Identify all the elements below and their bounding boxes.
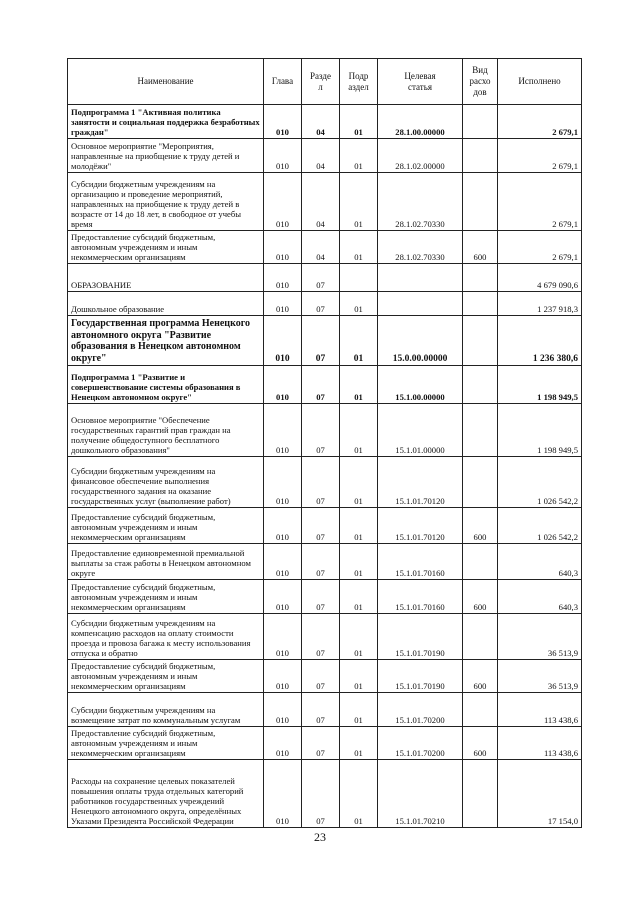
table-row — [68, 292, 582, 316]
row-type-cell: 600 — [463, 231, 498, 264]
header-section: Разде л — [302, 59, 340, 105]
row-target-cell: 28.1.00.00000 — [378, 105, 463, 139]
row-executed-cell: 1 236 380,6 — [498, 316, 582, 366]
row-chapter-cell: 010 — [264, 173, 302, 231]
header-name: Наименование — [68, 59, 264, 105]
row-section-cell: 07 — [302, 544, 340, 580]
row-target-cell: 28.1.02.00000 — [378, 139, 463, 173]
table-row — [68, 457, 582, 508]
row-subsection-cell: 01 — [340, 404, 378, 457]
row-section-cell: 04 — [302, 139, 340, 173]
row-name-cell: Предоставление субсидий бюджетным, автономным учреждениям и иным некоммерческим организациям — [68, 231, 264, 264]
row-type-cell — [463, 264, 498, 292]
row-type-cell — [463, 366, 498, 404]
row-type-cell: 600 — [463, 580, 498, 614]
row-target-cell: 15.1.01.70190 — [378, 614, 463, 660]
row-chapter-cell: 010 — [264, 316, 302, 366]
row-subsection-cell: 01 — [340, 660, 378, 693]
row-chapter-cell: 010 — [264, 264, 302, 292]
header-subsection: Подр аздел — [340, 59, 378, 105]
row-target-cell: 15.1.01.70200 — [378, 693, 463, 727]
row-subsection-cell: 01 — [340, 580, 378, 614]
row-section-cell: 07 — [302, 660, 340, 693]
row-section-cell: 07 — [302, 580, 340, 614]
table-row — [68, 105, 582, 139]
row-chapter-cell: 010 — [264, 404, 302, 457]
row-type-cell — [463, 760, 498, 828]
row-name-cell: Государственная программа Ненецкого автономного округа "Развитие образования в Ненецком автономном округе" — [68, 316, 264, 366]
row-subsection-cell: 01 — [340, 105, 378, 139]
row-chapter-cell: 010 — [264, 292, 302, 316]
row-chapter-cell: 010 — [264, 366, 302, 404]
row-subsection-cell: 01 — [340, 693, 378, 727]
row-target-cell: 15.1.01.70190 — [378, 660, 463, 693]
row-subsection-cell: 01 — [340, 614, 378, 660]
row-executed-cell: 640,3 — [498, 580, 582, 614]
row-name-cell: Основное мероприятие "Обеспечение государственных гарантий прав граждан на получение общедоступного бесплатного дошкольного образования" — [68, 404, 264, 457]
row-name-cell: Субсидии бюджетным учреждениям на возмещение затрат по коммунальным услугам — [68, 693, 264, 727]
row-type-cell — [463, 457, 498, 508]
header-type: Вид расхо дов — [463, 59, 498, 105]
row-section-cell: 04 — [302, 231, 340, 264]
row-executed-cell: 1 026 542,2 — [498, 508, 582, 544]
row-chapter-cell: 010 — [264, 139, 302, 173]
table-row — [68, 693, 582, 727]
row-executed-cell: 2 679,1 — [498, 173, 582, 231]
table-body — [68, 105, 582, 828]
row-executed-cell: 17 154,0 — [498, 760, 582, 828]
row-subsection-cell: 01 — [340, 544, 378, 580]
row-section-cell: 07 — [302, 457, 340, 508]
table-row — [68, 614, 582, 660]
row-section-cell: 07 — [302, 316, 340, 366]
row-type-cell — [463, 404, 498, 457]
table-row — [68, 580, 582, 614]
row-name-cell: Основное мероприятие "Мероприятия, направленные на приобщение к труду детей и молодёжи" — [68, 139, 264, 173]
row-section-cell: 07 — [302, 292, 340, 316]
row-subsection-cell: 01 — [340, 727, 378, 760]
row-name-cell: Субсидии бюджетным учреждениям на финансовое обеспечение выполнения государственного задания на оказание государственных услуг (выполнение работ) — [68, 457, 264, 508]
row-name-cell: Субсидии бюджетным учреждениям на компенсацию расходов на оплату стоимости проезда и провоза багажа к месту использования отпуска и обратно — [68, 614, 264, 660]
row-chapter-cell: 010 — [264, 614, 302, 660]
row-subsection-cell: 01 — [340, 760, 378, 828]
table-row — [68, 404, 582, 457]
row-executed-cell: 36 513,9 — [498, 660, 582, 693]
table-row — [68, 316, 582, 366]
row-type-cell — [463, 139, 498, 173]
table-row — [68, 264, 582, 292]
row-executed-cell: 4 679 090,6 — [498, 264, 582, 292]
table-row — [68, 231, 582, 264]
row-name-cell: Предоставление субсидий бюджетным, автономным учреждениям и иным некоммерческим организациям — [68, 727, 264, 760]
row-name-cell: Расходы на сохранение целевых показателей повышения оплаты труда отдельных категорий работников государственных учреждений Ненецкого автономного округа, определённых Указами Президента Российской Федерации — [68, 760, 264, 828]
row-type-cell — [463, 105, 498, 139]
row-type-cell: 600 — [463, 508, 498, 544]
header-chapter: Глава — [264, 59, 302, 105]
row-subsection-cell: 01 — [340, 139, 378, 173]
row-section-cell: 04 — [302, 105, 340, 139]
row-type-cell: 600 — [463, 727, 498, 760]
row-type-cell — [463, 292, 498, 316]
row-type-cell — [463, 316, 498, 366]
row-subsection-cell — [340, 264, 378, 292]
row-chapter-cell: 010 — [264, 231, 302, 264]
row-name-cell: Предоставление единовременной премиальной выплаты за стаж работы в Ненецком автономном округе — [68, 544, 264, 580]
row-executed-cell: 2 679,1 — [498, 105, 582, 139]
budget-table — [67, 58, 582, 828]
row-chapter-cell: 010 — [264, 105, 302, 139]
row-executed-cell: 36 513,9 — [498, 614, 582, 660]
row-section-cell: 07 — [302, 366, 340, 404]
table-row — [68, 760, 582, 828]
table-row — [68, 139, 582, 173]
row-type-cell — [463, 173, 498, 231]
row-chapter-cell: 010 — [264, 544, 302, 580]
row-section-cell: 07 — [302, 404, 340, 457]
row-target-cell: 15.1.01.70210 — [378, 760, 463, 828]
row-chapter-cell: 010 — [264, 760, 302, 828]
table-row — [68, 173, 582, 231]
row-chapter-cell: 010 — [264, 580, 302, 614]
row-name-cell: Подпрограмма 1 "Развитие и совершенствование системы образования в Ненецком автономном округе" — [68, 366, 264, 404]
row-section-cell: 07 — [302, 693, 340, 727]
table-row — [68, 727, 582, 760]
row-chapter-cell: 010 — [264, 727, 302, 760]
row-executed-cell: 1 198 949,5 — [498, 366, 582, 404]
table-row — [68, 544, 582, 580]
row-subsection-cell: 01 — [340, 316, 378, 366]
row-name-cell: Подпрограмма 1 "Активная политика занятости и социальная поддержка безработных граждан" — [68, 105, 264, 139]
row-type-cell — [463, 614, 498, 660]
row-chapter-cell: 010 — [264, 508, 302, 544]
row-executed-cell: 113 438,6 — [498, 727, 582, 760]
row-chapter-cell: 010 — [264, 457, 302, 508]
header-executed: Исполнено — [498, 59, 582, 105]
row-executed-cell: 113 438,6 — [498, 693, 582, 727]
row-executed-cell: 640,3 — [498, 544, 582, 580]
header-target: Целевая статья — [378, 59, 463, 105]
row-name-cell: Предоставление субсидий бюджетным, автономным учреждениям и иным некоммерческим организациям — [68, 508, 264, 544]
row-name-cell: Дошкольное образование — [68, 292, 264, 316]
page-number: 23 — [314, 830, 326, 844]
row-subsection-cell: 01 — [340, 231, 378, 264]
table-row — [68, 508, 582, 544]
row-section-cell: 07 — [302, 508, 340, 544]
row-target-cell: 15.1.01.70160 — [378, 580, 463, 614]
row-chapter-cell: 010 — [264, 693, 302, 727]
row-target-cell: 15.0.00.00000 — [378, 316, 463, 366]
row-subsection-cell: 01 — [340, 173, 378, 231]
row-subsection-cell: 01 — [340, 508, 378, 544]
row-subsection-cell: 01 — [340, 457, 378, 508]
row-executed-cell: 2 679,1 — [498, 231, 582, 264]
row-executed-cell: 2 679,1 — [498, 139, 582, 173]
row-type-cell — [463, 693, 498, 727]
row-section-cell: 07 — [302, 727, 340, 760]
table-row — [68, 660, 582, 693]
row-target-cell: 15.1.01.70200 — [378, 727, 463, 760]
row-target-cell: 28.1.02.70330 — [378, 173, 463, 231]
row-target-cell: 15.1.01.70120 — [378, 457, 463, 508]
row-target-cell — [378, 264, 463, 292]
row-name-cell: Субсидии бюджетным учреждениям на организацию и проведение мероприятий, направленных на приобщение к труду детей в возрасте от 14 до 18 лет, в свободное от учебы время — [68, 173, 264, 231]
row-name-cell: ОБРАЗОВАНИЕ — [68, 264, 264, 292]
row-target-cell — [378, 292, 463, 316]
row-section-cell: 07 — [302, 264, 340, 292]
row-executed-cell: 1 026 542,2 — [498, 457, 582, 508]
row-executed-cell: 1 237 918,3 — [498, 292, 582, 316]
row-target-cell: 15.1.00.00000 — [378, 366, 463, 404]
table-header-row — [68, 59, 582, 105]
row-target-cell: 15.1.01.70160 — [378, 544, 463, 580]
row-section-cell: 07 — [302, 760, 340, 828]
table-row — [68, 366, 582, 404]
row-chapter-cell: 010 — [264, 660, 302, 693]
row-type-cell — [463, 544, 498, 580]
row-subsection-cell: 01 — [340, 366, 378, 404]
row-type-cell: 600 — [463, 660, 498, 693]
row-section-cell: 07 — [302, 614, 340, 660]
row-subsection-cell: 01 — [340, 292, 378, 316]
row-target-cell: 15.1.01.70120 — [378, 508, 463, 544]
row-target-cell: 15.1.01.00000 — [378, 404, 463, 457]
row-name-cell: Предоставление субсидий бюджетным, автономным учреждениям и иным некоммерческим организациям — [68, 660, 264, 693]
row-section-cell: 04 — [302, 173, 340, 231]
row-executed-cell: 1 198 949,5 — [498, 404, 582, 457]
row-name-cell: Предоставление субсидий бюджетным, автономным учреждениям и иным некоммерческим организациям — [68, 580, 264, 614]
row-target-cell: 28.1.02.70330 — [378, 231, 463, 264]
